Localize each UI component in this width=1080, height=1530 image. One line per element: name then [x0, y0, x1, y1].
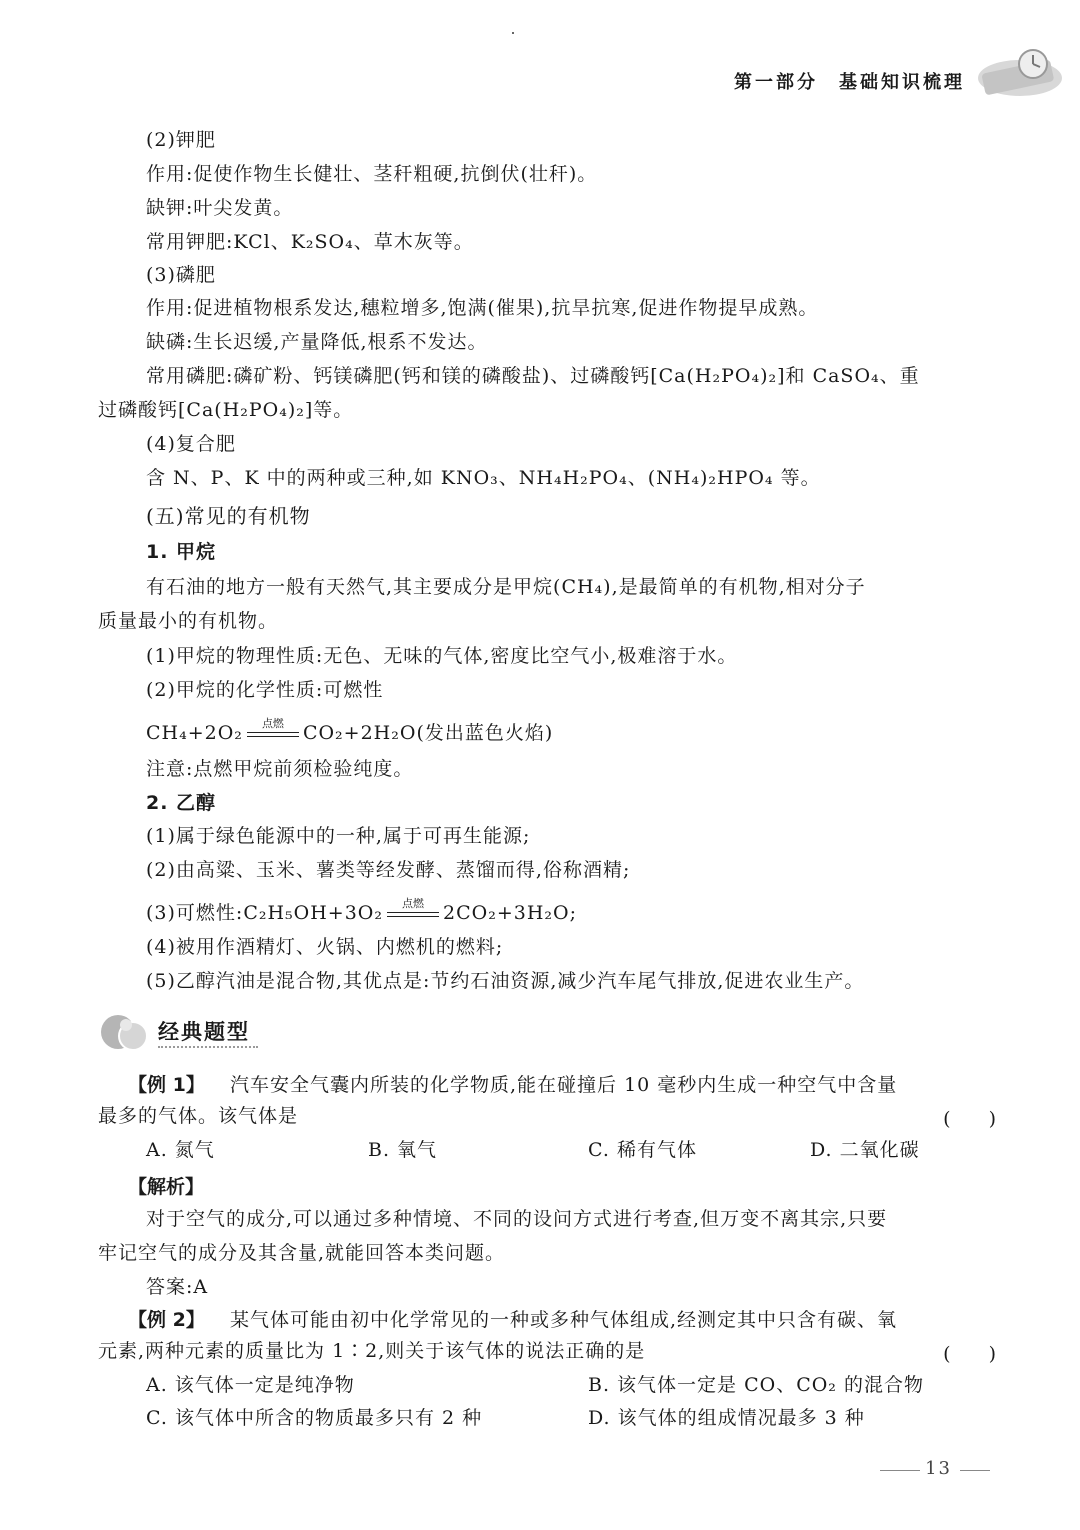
reaction-arrow-icon: [385, 897, 441, 922]
running-header: 第一部分 基础知识梳理: [734, 72, 965, 93]
compound-heading: (4)复合肥: [146, 433, 236, 455]
potash-lack: 缺钾:叶尖发黄。: [146, 197, 294, 219]
example-1-analysis-label: 【解析】: [128, 1176, 205, 1198]
methane-eq-left: CH₄+2O₂: [146, 722, 243, 744]
example-1-option-b: B. 氧气: [368, 1139, 438, 1161]
example-2-question-line2: 元素,两种元素的质量比为 1∶2,则关于该气体的说法正确的是: [98, 1340, 646, 1362]
organics-heading: (五)常见的有机物: [146, 504, 311, 528]
example-2-answer-bracket: ( ): [943, 1343, 996, 1365]
methane-eq-condition: 点燃: [261, 717, 284, 730]
phosphate-heading: (3)磷肥: [146, 264, 216, 286]
example-2-option-a: A. 该气体一定是纯净物: [146, 1374, 355, 1396]
example-1-option-d: D. 二氧化碳: [810, 1139, 920, 1161]
book-clock-decoration-icon: [975, 38, 1065, 102]
methane-para-line2: 质量最小的有机物。: [98, 610, 279, 632]
example-2-option-d: D. 该气体的组成情况最多 3 种: [588, 1407, 865, 1429]
methane-para-line1: 有石油的地方一般有天然气,其主要成分是甲烷(CH₄),是最简单的有机物,相对分子: [146, 576, 866, 598]
example-1-answer: 答案:A: [146, 1276, 209, 1298]
methane-note: 注意:点燃甲烷前须检验纯度。: [146, 758, 414, 780]
ethanol-item-1: (1)属于绿色能源中的一种,属于可再生能源;: [146, 825, 531, 847]
compound-text: 含 N、P、K 中的两种或三种,如 KNO₃、NH₄H₂PO₄、(NH₄)₂HPO₄ 等。: [146, 467, 821, 489]
example-2-question-line1: 某气体可能由初中化学常见的一种或多种气体组成,经测定其中只含有碳、氧: [230, 1309, 898, 1331]
footer-dash-left: [880, 1470, 920, 1471]
potash-common: 常用钾肥:KCl、K₂SO₄、草木灰等。: [146, 231, 474, 253]
example-2-label: 【例 2】: [128, 1309, 205, 1331]
methane-physical: (1)甲烷的物理性质:无色、无味的气体,密度比空气小,极难溶于水。: [146, 645, 738, 667]
methane-title: 1. 甲烷: [146, 541, 217, 563]
phosphate-lack: 缺磷:生长迟缓,产量降低,根系不发达。: [146, 331, 488, 353]
methane-eq-right: CO₂+2H₂O(发出蓝色火焰): [302, 722, 554, 744]
example-2-option-b: B. 该气体一定是 CO、CO₂ 的混合物: [588, 1374, 924, 1396]
page-number: 13: [925, 1458, 952, 1479]
ethanol-item-3: [146, 897, 578, 925]
ethanol-item-5: (5)乙醇汽油是混合物,其优点是:节约石油资源,减少汽车尾气排放,促进农业生产。: [146, 970, 865, 992]
ethanol-title: 2. 乙醇: [146, 792, 217, 814]
phosphate-common-line2: 过磷酸钙[Ca(H₂PO₄)₂]等。: [98, 399, 354, 421]
section-title-underline: [158, 1046, 258, 1048]
speck: [512, 32, 514, 34]
example-1-answer-bracket: ( ): [943, 1108, 996, 1130]
potash-effect: 作用:促使作物生长健壮、茎秆粗硬,抗倒伏(壮秆)。: [146, 163, 598, 185]
potash-heading: (2)钾肥: [146, 129, 216, 151]
methane-chemical: (2)甲烷的化学性质:可燃性: [146, 679, 384, 701]
reaction-arrow-icon: [245, 717, 301, 742]
example-1-question-line1: 汽车安全气囊内所装的化学物质,能在碰撞后 10 毫秒内生成一种空气中含量: [230, 1074, 898, 1096]
example-1-question-line2: 最多的气体。该气体是: [98, 1105, 299, 1127]
footer-dash-right: [960, 1470, 990, 1471]
phosphate-effect: 作用:促进植物根系发达,穗粒增多,饱满(催果),抗旱抗寒,促进作物提早成熟。: [146, 297, 819, 319]
classic-section-title: 经典题型: [158, 1020, 250, 1044]
example-2-option-c: C. 该气体中所含的物质最多只有 2 种: [146, 1407, 483, 1429]
ethanol-eq-left: (3)可燃性:C₂H₅OH+3O₂: [146, 902, 384, 924]
ethanol-eq-right: 2CO₂+3H₂O;: [443, 902, 578, 924]
example-1-label: 【例 1】: [128, 1074, 205, 1096]
example-1-analysis-line2: 牢记空气的成分及其含量,就能回答本类问题。: [98, 1242, 506, 1264]
phosphate-common-line1: 常用磷肥:磷矿粉、钙镁磷肥(钙和镁的磷酸盐)、过磷酸钙[Ca(H₂PO₄)₂]和 CaSO₄、重: [146, 365, 920, 387]
example-1-option-c: C. 稀有气体: [588, 1139, 697, 1161]
example-1-analysis-line1: 对于空气的成分,可以通过多种情境、不同的设问方式进行考查,但万变不离其宗,只要: [146, 1208, 888, 1230]
ethanol-eq-condition: 点燃: [402, 897, 425, 910]
methane-equation: [146, 717, 554, 745]
ethanol-item-4: (4)被用作酒精灯、火锅、内燃机的燃料;: [146, 936, 504, 958]
ethanol-item-2: (2)由高粱、玉米、薯类等经发酵、蒸馏而得,俗称酒精;: [146, 859, 631, 881]
example-1-option-a: A. 氮气: [146, 1139, 215, 1161]
section-bubble-icon: [100, 1012, 152, 1052]
